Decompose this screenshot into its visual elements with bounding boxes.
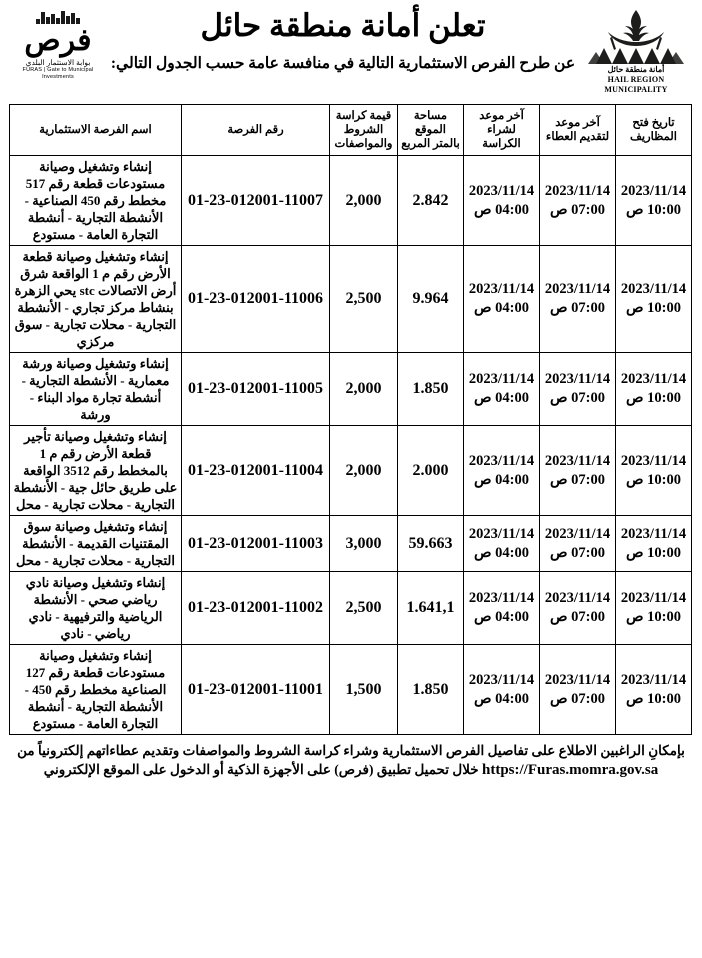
cell-open-date: 2023/11/14 10:00 ص — [616, 426, 692, 516]
cell-area: 2.842 — [398, 156, 464, 246]
cell-open-date: 2023/11/14 10:00 ص — [616, 353, 692, 426]
table-row — [10, 156, 692, 246]
furas-tagline-en: FURAS | Gate to Municipal Investments — [22, 67, 94, 80]
cell-price: 2,500 — [330, 572, 398, 645]
column-header-area: مساحة الموقع بالمتر المربع — [398, 105, 464, 156]
cell-price: 2,000 — [330, 426, 398, 516]
table-row — [10, 353, 692, 426]
cell-buy-deadline: 2023/11/14 04:00 ص — [464, 572, 540, 645]
municipality-name-en: HAIL REGION MUNICIPALITY — [604, 75, 668, 94]
cell-name: إنشاء وتشغيل وصيانة نادي رياضي صحي - الأنشطة الرياضية والترفيهية - نادي رياضي - نادي — [10, 572, 182, 645]
cell-buy-deadline: 2023/11/14 04:00 ص — [464, 645, 540, 735]
cell-buy-deadline: 2023/11/14 04:00 ص — [464, 353, 540, 426]
cell-number: 01-23-012001-11005 — [182, 353, 330, 426]
cell-buy-deadline: 2023/11/14 04:00 ص — [464, 426, 540, 516]
column-header-open-date: تاريخ فتح المظاريف — [616, 105, 692, 156]
cell-area: 2.000 — [398, 426, 464, 516]
cell-price: 1,500 — [330, 645, 398, 735]
furas-tagline-ar: بوابة الاستثمار البلدي — [25, 58, 91, 67]
table-row — [10, 246, 692, 353]
cell-area: 9.964 — [398, 246, 464, 353]
city-skyline-icon — [10, 10, 106, 24]
page-title: تعلن أمانة منطقة حائل — [200, 8, 486, 43]
cell-name: إنشاء وتشغيل وصيانة ورشة معمارية - الأنشطة التجارية - أنشطة تجارة مواد البناء - ورشة — [10, 353, 182, 426]
cell-buy-deadline: 2023/11/14 04:00 ص — [464, 246, 540, 353]
cell-price: 2,000 — [330, 353, 398, 426]
column-header-number: رقم الفرصة — [182, 105, 330, 156]
cell-area: 1.850 — [398, 353, 464, 426]
column-header-offer-deadline: آخر موعد لتقديم العطاء — [540, 105, 616, 156]
cell-offer-deadline: 2023/11/14 07:00 ص — [540, 426, 616, 516]
cell-number: 01-23-012001-11002 — [182, 572, 330, 645]
cell-name: إنشاء وتشغيل وصيانة قطعة الأرض رقم م 1 الواقعة شرق أرض الاتصالات stc يحي الزهرة بنشاط مركز تجاري - الأنشطة التجارية - محلات تجارية - سوق مركزي — [10, 246, 182, 353]
cell-area: 1.641,1 — [398, 572, 464, 645]
table-row — [10, 572, 692, 645]
furas-logo — [10, 8, 106, 81]
cell-offer-deadline: 2023/11/14 07:00 ص — [540, 353, 616, 426]
table-row — [10, 426, 692, 516]
page-subtitle: عن طرح الفرص الاستثمارية التالية في منافسة عامة حسب الجدول التالي: — [110, 55, 576, 72]
municipality-logo — [580, 8, 692, 95]
column-header-name: اسم الفرصة الاستثمارية — [10, 105, 182, 156]
cell-area: 1.850 — [398, 645, 464, 735]
header-titles — [106, 8, 580, 74]
cell-area: 59.663 — [398, 516, 464, 572]
cell-number: 01-23-012001-11006 — [182, 246, 330, 353]
furas-portal-link[interactable]: https://Furas.momra.gov.sa — [481, 762, 659, 778]
footer-line-1: بإمكانِ الراغبين الاطلاع على تفاصيل الفرص الاستثمارية وشراء كراسة الشروط والمواصفات وتقديم عطاءاتهم إلكترونياً من — [17, 743, 685, 758]
footer-line-2 — [10, 760, 692, 780]
cell-open-date: 2023/11/14 10:00 ص — [616, 645, 692, 735]
cell-number: 01-23-012001-11003 — [182, 516, 330, 572]
cell-number: 01-23-012001-11007 — [182, 156, 330, 246]
cell-open-date: 2023/11/14 10:00 ص — [616, 156, 692, 246]
cell-open-date: 2023/11/14 10:00 ص — [616, 246, 692, 353]
cell-name: إنشاء وتشغيل وصيانة مستودعات قطعة رقم 517 مخطط رقم 450 الصناعية - الأنشطة التجارية - أنشطة التجارة العامة - مستودع — [10, 156, 182, 246]
cell-price: 2,000 — [330, 156, 398, 246]
cell-name: إنشاء وتشغيل وصيانة مستودعات قطعة رقم 127 الصناعية مخطط رقم 450 - الأنشطة التجارية - أنشطة التجارة العامة - مستودع — [10, 645, 182, 735]
cell-price: 3,000 — [330, 516, 398, 572]
cell-open-date: 2023/11/14 10:00 ص — [616, 572, 692, 645]
saudi-emblem-icon — [588, 8, 684, 64]
cell-offer-deadline: 2023/11/14 07:00 ص — [540, 156, 616, 246]
footer-note — [10, 741, 692, 780]
cell-number: 01-23-012001-11001 — [182, 645, 330, 735]
cell-price: 2,500 — [330, 246, 398, 353]
cell-name: إنشاء وتشغيل وصيانة تأجير قطعة الأرض رقم م 1 بالمخطط رقم 3512 الواقعة على طريق حائل جية - الأنشطة التجارية - محلات تجارية - محل — [10, 426, 182, 516]
furas-wordmark: فرص — [24, 24, 92, 57]
footer-line-2-text: خلال تحميل تطبيق (فرص) على الأجهزة الذكية أو الدخول على الموقع الإلكتروني — [43, 762, 479, 777]
cell-offer-deadline: 2023/11/14 07:00 ص — [540, 645, 616, 735]
page-header — [10, 8, 692, 100]
cell-buy-deadline: 2023/11/14 04:00 ص — [464, 156, 540, 246]
column-header-buy-deadline: آخر موعد لشراء الكراسة — [464, 105, 540, 156]
column-header-price: قيمة كراسة الشروط والمواصفات — [330, 105, 398, 156]
table-row — [10, 645, 692, 735]
table-header-row — [10, 105, 692, 156]
cell-open-date: 2023/11/14 10:00 ص — [616, 516, 692, 572]
cell-buy-deadline: 2023/11/14 04:00 ص — [464, 516, 540, 572]
cell-number: 01-23-012001-11004 — [182, 426, 330, 516]
cell-offer-deadline: 2023/11/14 07:00 ص — [540, 246, 616, 353]
cell-name: إنشاء وتشغيل وصيانة سوق المقتنيات القديمة - الأنشطة التجارية - محلات تجارية - محل — [10, 516, 182, 572]
table-row — [10, 516, 692, 572]
opportunities-table — [9, 104, 692, 735]
cell-offer-deadline: 2023/11/14 07:00 ص — [540, 572, 616, 645]
municipality-name-ar: أمانة منطقة حائل — [607, 65, 665, 74]
cell-offer-deadline: 2023/11/14 07:00 ص — [540, 516, 616, 572]
